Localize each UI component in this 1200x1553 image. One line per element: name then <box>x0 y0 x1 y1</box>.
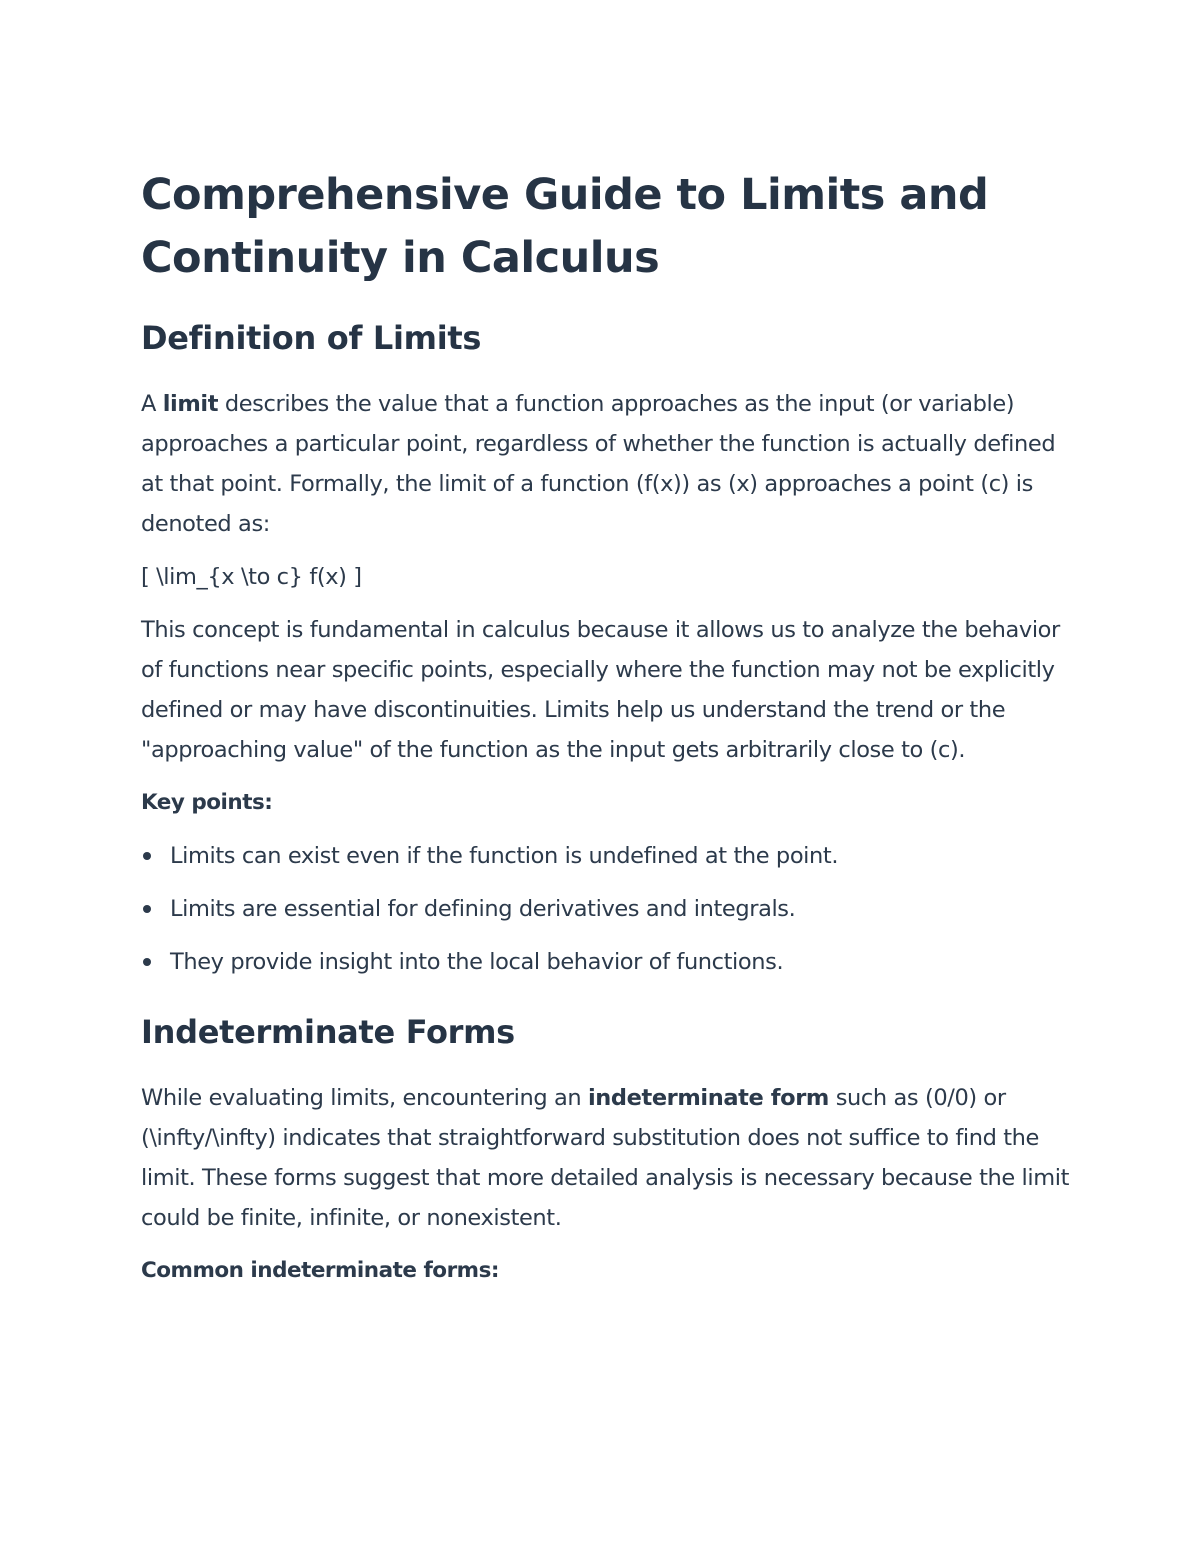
list-item-text: Limits are essential for defining derivatives and integrals. <box>170 896 796 922</box>
bold-term-indeterminate-form: indeterminate form <box>587 1085 829 1111</box>
document-title: Comprehensive Guide to Limits and Continuity in Calculus <box>141 170 989 283</box>
bold-term-limit: limit <box>162 391 219 417</box>
formula-limit: [ \lim_{x \to c} f(x) ] <box>141 564 362 590</box>
heading-indeterminate-forms: Indeterminate Forms <box>141 1013 515 1051</box>
list-item <box>141 836 1071 876</box>
list-item <box>141 942 1071 982</box>
list-item-text: They provide insight into the local behavior of functions. <box>170 949 784 975</box>
list-item <box>141 889 1071 929</box>
text-run: A <box>141 391 163 417</box>
paragraph-limit-definition <box>141 384 1071 544</box>
common-forms-label: Common indeterminate forms: <box>141 1258 499 1283</box>
paragraph-concept: This concept is fundamental in calculus because it allows us to analyze the behavior of functions near specific points, especially where the function may not be explicitly defined or may have discontinuities. Limits help us understand the trend or the "approaching value" of the function as the input gets arbitrarily close to (c). <box>141 617 1060 763</box>
key-points-label: Key points: <box>141 790 273 815</box>
text-run: describes the value that a function approaches as the input (or variable) approaches a particular point, regardless of whether the function is actually defined at that point. Formally, the limit of a function (f(x)) as (x) approaches a point (c) is denoted as: <box>141 391 1056 537</box>
bullet-icon <box>143 958 151 966</box>
text-run: While evaluating limits, encountering an <box>141 1085 588 1111</box>
heading-definition-of-limits: Definition of Limits <box>141 319 482 357</box>
list-item-text: Limits can exist even if the function is undefined at the point. <box>170 843 839 869</box>
text-run: such as (0/0) or (\infty/\infty) indicates that straightforward substitution does not suffice to find the limit. These forms suggest that more detailed analysis is necessary because the limit could be finite, infinite, or nonexistent. <box>141 1085 1070 1231</box>
paragraph-indeterminate <box>141 1078 1071 1238</box>
bullet-icon <box>143 852 151 860</box>
document-page <box>141 164 1071 1291</box>
key-points-list <box>141 836 1071 982</box>
bullet-icon <box>143 905 151 913</box>
